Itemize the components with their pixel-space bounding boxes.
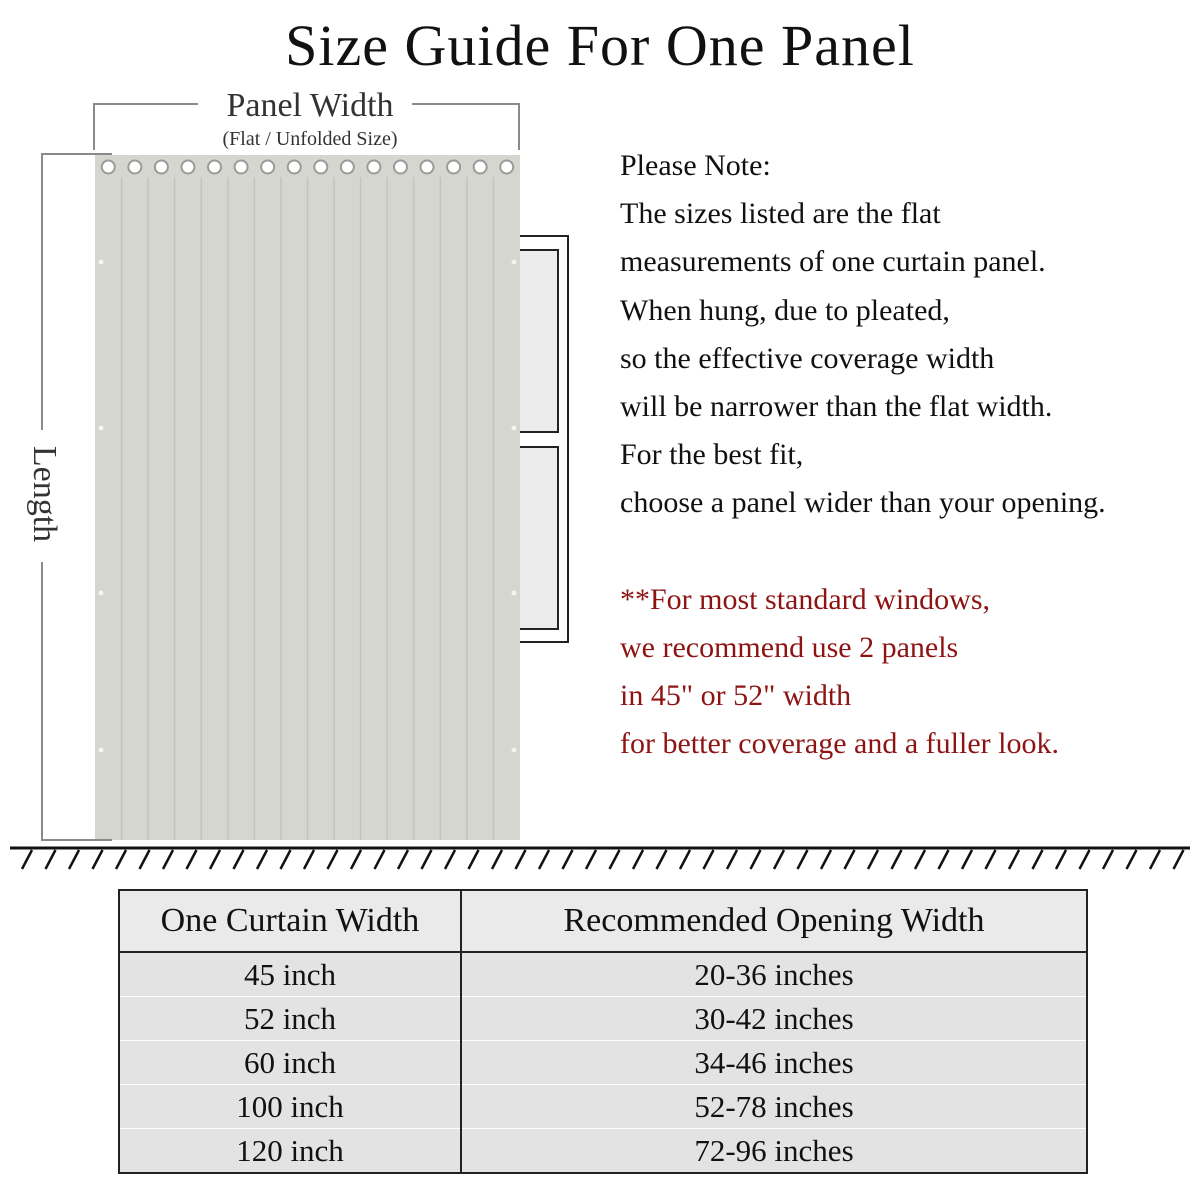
grommet-ring — [500, 161, 513, 174]
table-row — [119, 1041, 1087, 1085]
floor-hatch — [633, 850, 643, 869]
floor-hatch — [163, 850, 173, 869]
header-curtain-width: One Curtain Width — [119, 890, 461, 952]
floor-hatch — [1174, 850, 1184, 869]
recommendation-line: for better coverage and a fuller look. — [620, 727, 1059, 761]
floor-hatch — [1150, 850, 1160, 869]
floor-hatch — [798, 850, 808, 869]
notes-block — [620, 142, 1190, 768]
floor-hatch — [210, 850, 220, 869]
floor-hatch — [281, 850, 291, 869]
floor-hatch — [1127, 850, 1137, 869]
floor-hatch — [1009, 850, 1019, 869]
floor-hatch — [93, 850, 103, 869]
grommet-ring — [181, 161, 194, 174]
floor-hatch — [469, 850, 479, 869]
floor-hatch — [422, 850, 432, 869]
floor-hatch — [1080, 850, 1090, 869]
grommet-ring — [341, 161, 354, 174]
length-label: Length — [26, 445, 63, 543]
curtain-width-cell: 60 inch — [119, 1041, 461, 1085]
floor-hatch — [375, 850, 385, 869]
table-row — [119, 997, 1087, 1041]
floor-hatch — [610, 850, 620, 869]
opening-width-cell: 20-36 inches — [461, 952, 1087, 997]
floor-hatch — [986, 850, 996, 869]
floor-hatch — [680, 850, 690, 869]
curtain-width-cell: 52 inch — [119, 997, 461, 1041]
floor-hatch — [69, 850, 79, 869]
table-row — [119, 1129, 1087, 1174]
floor-hatch — [234, 850, 244, 869]
floor-hatch — [46, 850, 56, 869]
grommet-ring — [474, 161, 487, 174]
grommet-ring — [102, 161, 115, 174]
grommet-ring — [447, 161, 460, 174]
grommet-ring — [155, 161, 168, 174]
floor-hatch — [704, 850, 714, 869]
table-header-row — [119, 890, 1087, 952]
grommet-ring — [394, 161, 407, 174]
floor-hatch — [892, 850, 902, 869]
floor-hatch — [445, 850, 455, 869]
curtain-width-cell: 45 inch — [119, 952, 461, 997]
note-line: The sizes listed are the flat — [620, 197, 941, 231]
floor-hatch — [774, 850, 784, 869]
floor-hatch — [563, 850, 573, 869]
opening-width-cell: 34-46 inches — [461, 1041, 1087, 1085]
floor-hatch — [257, 850, 267, 869]
floor-hatch — [398, 850, 408, 869]
recommendation-line: **For most standard windows, — [620, 582, 990, 616]
size-table — [118, 889, 1088, 1174]
floor-hatch — [751, 850, 761, 869]
floor-hatch — [1056, 850, 1066, 869]
opening-width-cell: 52-78 inches — [461, 1085, 1087, 1129]
grommet-ring — [421, 161, 434, 174]
curtain-width-cell: 120 inch — [119, 1129, 461, 1174]
floor-hatch — [1033, 850, 1043, 869]
floor-hatch — [821, 850, 831, 869]
grommet-ring — [314, 161, 327, 174]
floor-hatch — [868, 850, 878, 869]
floor-hatch — [140, 850, 150, 869]
grommet-ring — [288, 161, 301, 174]
floor-hatch — [727, 850, 737, 869]
floor-hatch — [328, 850, 338, 869]
floor-hatch — [304, 850, 314, 869]
notes-heading: Please Note: — [620, 149, 771, 182]
grommet-ring — [261, 161, 274, 174]
note-line: When hung, due to pleated, — [620, 293, 950, 327]
recommendation-line: in 45" or 52" width — [620, 679, 852, 713]
floor-hatch — [351, 850, 361, 869]
note-line: so the effective coverage width — [620, 341, 995, 375]
floor-hatch — [915, 850, 925, 869]
note-line: For the best fit, — [620, 438, 804, 472]
table-row — [119, 952, 1087, 997]
note-line: choose a panel wider than your opening. — [620, 486, 1106, 520]
floor-hatch — [586, 850, 596, 869]
recommendation-line: we recommend use 2 panels — [620, 630, 959, 664]
panel-width-sublabel: (Flat / Unfolded Size) — [222, 128, 398, 150]
grommet-ring — [208, 161, 221, 174]
floor-hatch — [516, 850, 526, 869]
floor-hatch — [539, 850, 549, 869]
grommet-ring — [128, 161, 141, 174]
opening-width-cell: 30-42 inches — [461, 997, 1087, 1041]
panel-width-label: Panel Width — [226, 87, 394, 124]
note-line: will be narrower than the flat width. — [620, 390, 1053, 424]
opening-width-cell: 72-96 inches — [461, 1129, 1087, 1174]
floor-hatch — [22, 850, 32, 869]
table-row — [119, 1085, 1087, 1129]
header-opening-width: Recommended Opening Width — [461, 890, 1087, 952]
floor-hatch — [939, 850, 949, 869]
grommet-ring — [367, 161, 380, 174]
floor-line — [10, 843, 1190, 873]
floor-hatch — [492, 850, 502, 869]
floor-hatch — [1103, 850, 1113, 869]
floor-hatch — [845, 850, 855, 869]
grommet-ring — [235, 161, 248, 174]
note-line: measurements of one curtain panel. — [620, 245, 1046, 279]
floor-hatch — [116, 850, 126, 869]
floor-hatch — [657, 850, 667, 869]
curtain-width-cell: 100 inch — [119, 1085, 461, 1129]
floor-hatch — [962, 850, 972, 869]
page-title: Size Guide For One Panel — [285, 13, 915, 78]
floor-hatch — [187, 850, 197, 869]
